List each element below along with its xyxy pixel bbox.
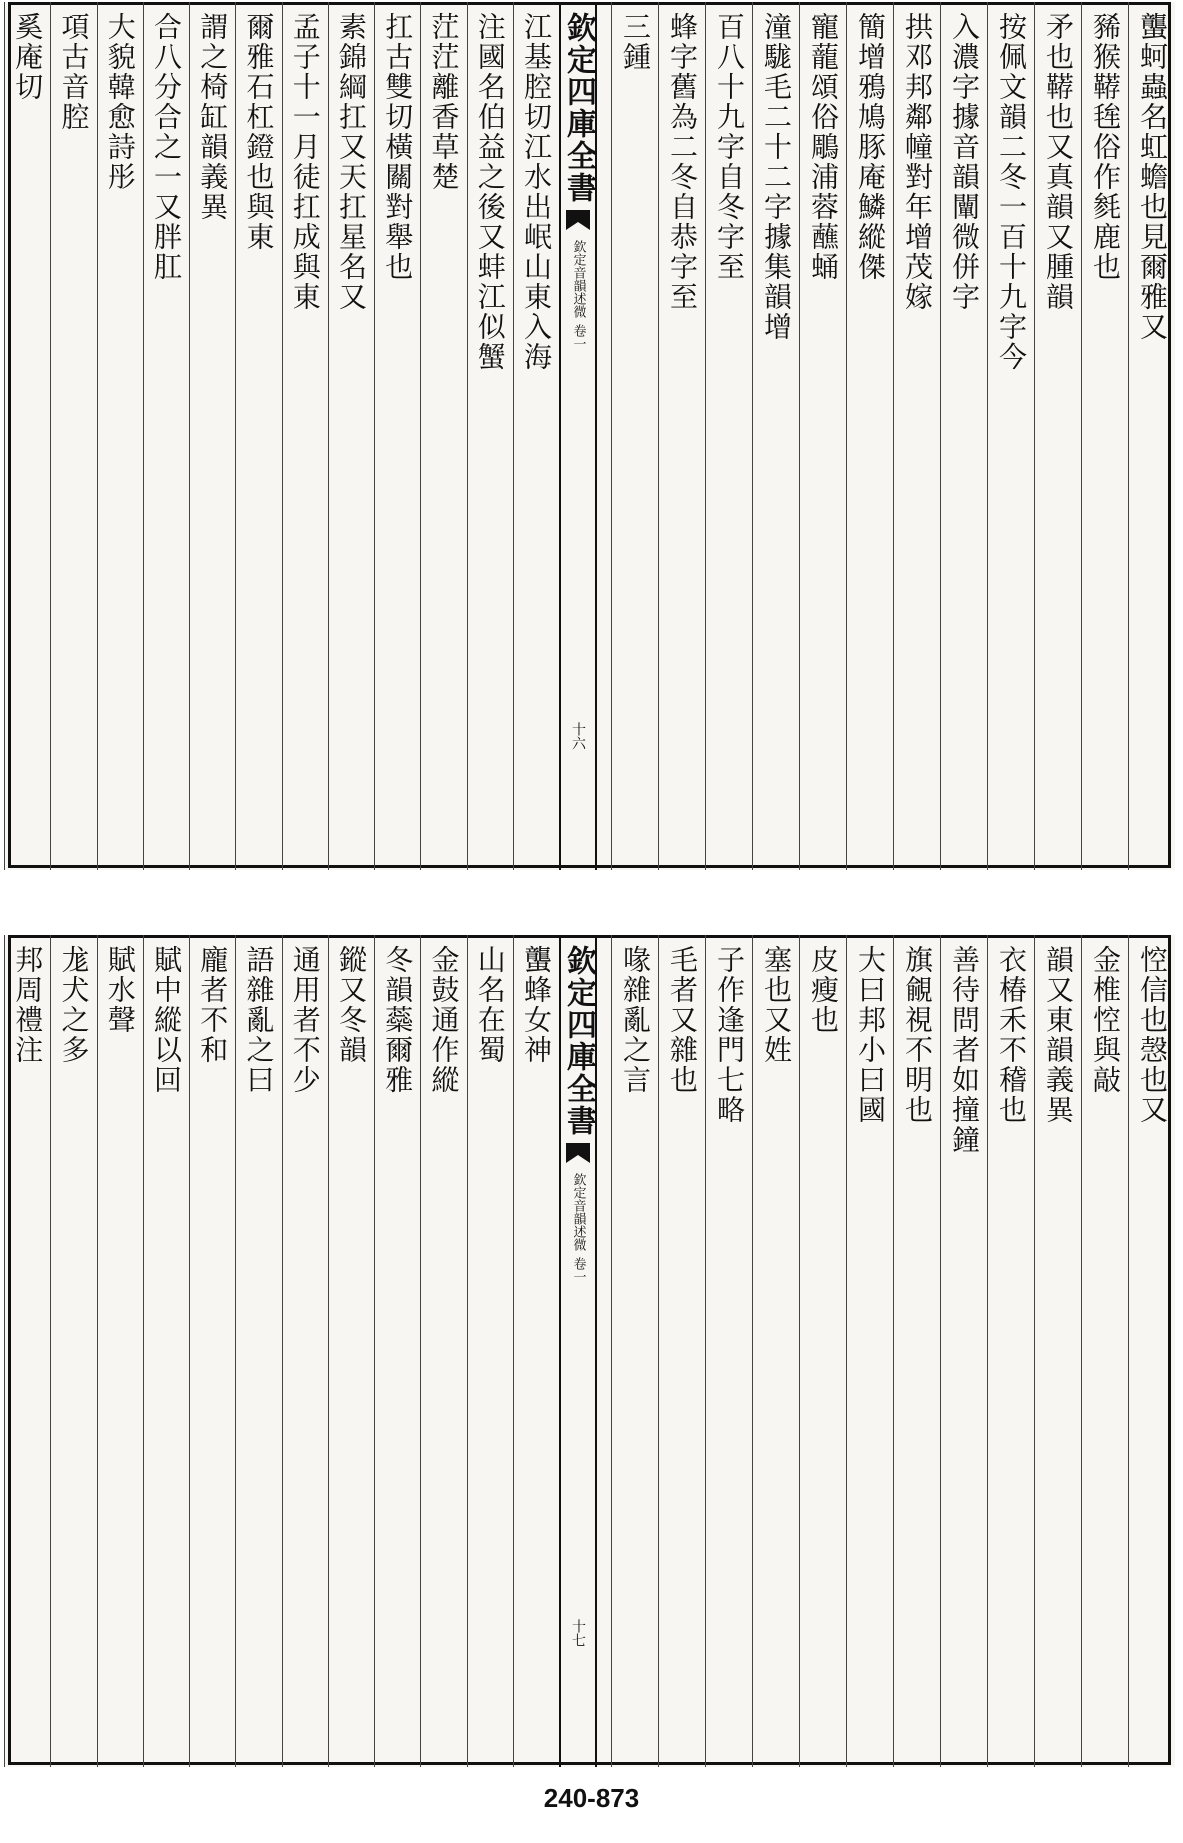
text-column: 豨猴鞯毪俗作毵鹿也 [1081, 2, 1128, 870]
folio-number: 十七 [570, 1619, 586, 1647]
text-column: 毛者又雜也 [658, 935, 705, 1767]
text-column: 謂之椅缸韻義異 [189, 2, 235, 870]
text-column: 按佩文韻二冬一百十九字今 [987, 2, 1034, 870]
text-column: 注國名伯益之後又蚌江似蟹 [467, 2, 513, 870]
text-column: 蜂字舊為二冬自恭字至 [658, 2, 705, 870]
text-column: 賦水聲 [97, 935, 143, 1767]
text-column: 衣椿禾不稽也 [987, 935, 1034, 1767]
page-footer-number: 240-873 [543, 1783, 640, 1813]
center-fold [559, 935, 597, 1767]
text-column: 賦中縱以回 [143, 935, 189, 1767]
text-column: 拱邓邦鄰幢對年增茂嫁 [893, 2, 940, 870]
text-column: 大曰邦小曰國 [846, 935, 893, 1767]
text-column: 尨犬之多 [50, 935, 96, 1767]
text-column: 塞也又姓 [752, 935, 799, 1767]
text-column: 邦周禮注 [4, 935, 50, 1767]
left-half [4, 935, 559, 1767]
page-bottom [4, 935, 1175, 1767]
text-column: 蠪蜂女神 [513, 935, 559, 1767]
text-column: 子作逢門七略 [705, 935, 752, 1767]
center-fold [559, 2, 597, 870]
fishtail-mark [566, 210, 590, 230]
right-half [590, 2, 1175, 870]
book-subtitle: 欽定音韻述微 [570, 240, 586, 318]
text-column: 韻又東韻義異 [1034, 935, 1081, 1767]
text-column: 金鼓通作縱 [420, 935, 466, 1767]
book-title: 欽定四庫全書 [561, 945, 596, 1137]
text-column: 旗覦視不明也 [893, 935, 940, 1767]
volume-label: 卷一 [570, 324, 586, 350]
text-column: 矛也鞯也又真韻又腫韻 [1034, 2, 1081, 870]
text-column: 喙雜亂之言 [611, 935, 658, 1767]
text-column: 冬韻蘂爾雅 [374, 935, 420, 1767]
text-column: 茳茳離香草楚 [420, 2, 466, 870]
text-column: 扛古雙切橫關對舉也 [374, 2, 420, 870]
text-column: 悾信也愨也又 [1128, 935, 1175, 1767]
text-column: 善待問者如撞鐘 [940, 935, 987, 1767]
text-column: 入濃字據音韻闡微併字 [940, 2, 987, 870]
text-column: 三鍾 [611, 2, 658, 870]
text-column: 江基腔切江水出岷山東入海 [513, 2, 559, 870]
text-column: 簡增鴉鳩豚庵鱗縱傑 [846, 2, 893, 870]
text-column: 語雜亂之曰 [235, 935, 281, 1767]
right-half [590, 935, 1175, 1767]
text-column: 金椎悾與敲 [1081, 935, 1128, 1767]
text-column: 大貌韓愈詩彤 [97, 2, 143, 870]
volume-label: 卷一 [570, 1257, 586, 1283]
text-column: 項古音腔 [50, 2, 96, 870]
text-column: 爾雅石杠鐙也與東 [235, 2, 281, 870]
text-column: 山名在蜀 [467, 935, 513, 1767]
text-column: 蠪蚵蟲名虹蟾也見爾雅又 [1128, 2, 1175, 870]
text-column: 潼駹毛二十二字據集韻增 [752, 2, 799, 870]
text-column: 皮瘦也 [799, 935, 846, 1767]
text-column: 百八十九字自冬字至 [705, 2, 752, 870]
fishtail-mark [566, 1143, 590, 1163]
folio-number: 十六 [570, 722, 586, 750]
text-column: 鏦又冬韻 [328, 935, 374, 1767]
book-title: 欽定四庫全書 [561, 12, 596, 204]
left-half [4, 2, 559, 870]
text-column: 寵蘢頌俗鵰浦蓉蘸蛹 [799, 2, 846, 870]
text-column: 通用者不少 [282, 935, 328, 1767]
text-column: 合八分合之一又胖肛 [143, 2, 189, 870]
text-column: 奚庵切 [4, 2, 50, 870]
book-subtitle: 欽定音韻述微 [570, 1173, 586, 1251]
page-top [4, 2, 1175, 870]
text-column: 龐者不和 [189, 935, 235, 1767]
text-column: 孟子十一月徒扛成與東 [282, 2, 328, 870]
text-column: 素錦綱扛又天扛星名又 [328, 2, 374, 870]
